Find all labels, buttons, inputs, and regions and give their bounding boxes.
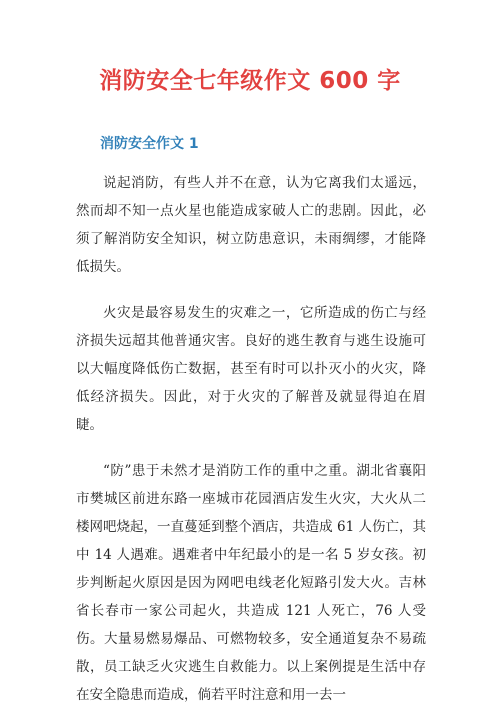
paragraph: “防”患于未然才是消防工作的重中之重。湖北省襄阳市樊城区前进东路一座城市花园酒店发生火灾，大火从二楼网吧烧起，一直蔓延到整个酒店，共造成 61 人伤亡，其中 14 人遇难。遇难者中年纪最小的是一名 5 岁女孩。初步判断起火原因是因为网吧电线老化短路引发大火。吉林省长春市一家公司起火，共造成 121 人死亡，76 人受伤。大量易燃易爆品、可燃物较多，安全通道复杂不易疏散，员工缺乏火灾逃生自救能力。以上案例提是生活中存在安全隐患而造成，倘若平时注意和用一去一 bbox=[76, 463, 426, 703]
document-title: 消防安全七年级作文 600 字 bbox=[99, 68, 401, 94]
paragraph: 火灾是最容易发生的灾难之一，它所造成的伤亡与经济损失远超其他普通灾害。良好的逃生教育与逃生设施可以大幅度降低伤亡数据，甚至有时可以扑灭小的火灾，降低经济损失。因此，对于火灾的了解普及就显得迫在眉睫。 bbox=[76, 305, 426, 433]
essay-body bbox=[76, 169, 426, 727]
paragraph: 说起消防，有些人并不在意，认为它离我们太遥远，然而却不知一点火星也能造成家破人亡的悲剧。因此，必须了解消防安全知识，树立防患意识，未雨绸缪，才能降低损失。 bbox=[76, 175, 426, 275]
section-heading: 消防安全作文 1 bbox=[100, 136, 199, 152]
